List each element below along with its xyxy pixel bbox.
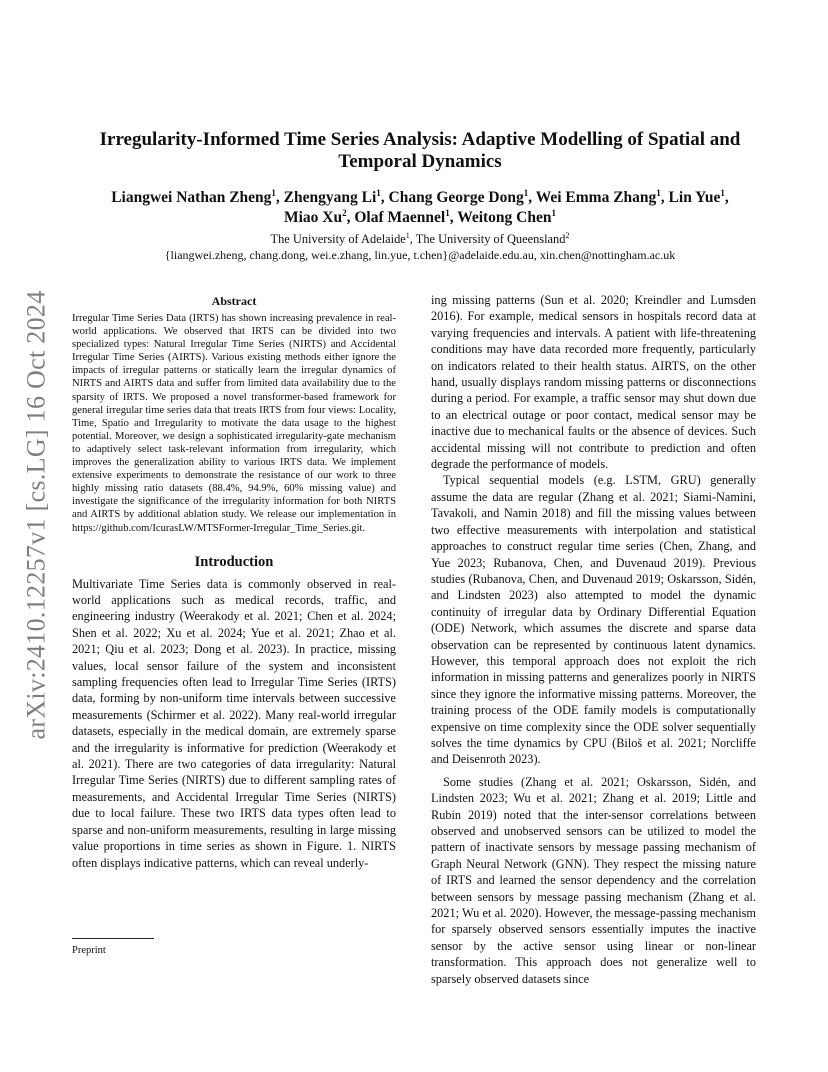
introduction-paragraph-1-continued: ing missing patterns (Sun et al. 2020; Kreindler and Lumsden 2016). For example, medical sensors in hospitals record data at varying frequencies and intervals. A patient with life-threatening conditions may have data recorded more frequently, particularly on indicators related to their health status. AIRTS, on the other hand, usually displays random missing patterns or disconnections during a period. For example, a traffic sensor may shut down due to an electrical outage or poor contact, medical sensor may be inactive due to mechanical faults or the absence of devices. Such accidental missing will not contribute to prediction and often degrade the performance of models. [431, 293, 756, 472]
abstract-body [72, 312, 396, 535]
author-name: Chang George Dong [388, 189, 524, 206]
author-affiliation-mark: 1 [551, 207, 556, 218]
author-separator: , [346, 209, 355, 226]
author-separator: , [660, 189, 669, 206]
right-column [431, 292, 756, 987]
affiliation-mark: 2 [565, 230, 570, 240]
affiliation-adelaide: The University of Adelaide [270, 232, 406, 246]
affiliation-queensland: , The University of Queensland [409, 232, 566, 246]
author-affiliation-mark: 1 [271, 187, 276, 198]
abstract-heading: Abstract [211, 294, 257, 308]
introduction-body-right [431, 292, 756, 987]
author-line-1 [80, 188, 760, 208]
author-line-2 [80, 208, 760, 228]
author-name: Miao Xu [283, 209, 343, 226]
introduction-paragraph-3: Some studies (Zhang et al. 2021; Oskarsson, Sidén, and Lindsten 2023; Wu et al. 2021; Zhang et al. 2019; Little and Rubin 2019) noted that the inter-sensor correlations between observed and unobserved sensors can be utilized to model the pattern of inactivate sensors by message passing mechanism of Graph Neural Network (GNN). They respect the missing nature of IRTS and learned the sensor dependency and the correlation between sensors by message passing mechanism (Zhang et al. 2021; Wu et al. 2020). However, the message-passing mechanism for sparsely observed sensors essentially imputes the inactive sensor by the active sensor using linear or non-linear transformation. This approach does not generalize well to sparsely observed datasets since [431, 774, 756, 986]
author-separator: , [275, 189, 284, 206]
author-affiliation-mark: 1 [656, 187, 661, 198]
left-column [72, 292, 396, 871]
author-name: Liangwei Nathan Zheng [111, 189, 272, 206]
paper-title: Irregularity-Informed Time Series Analysis: Adaptive Modelling of Spatial and Temporal Dynamics [99, 129, 741, 172]
introduction-paragraph-2: Typical sequential models (e.g. LSTM, GRU) generally assume the data are regular (Zhang et al. 2021; Siami-Namini, Tavakoli, and Namin 2018) and fill the missing values between two effective measurements with interpolation and statistical approaches to construct regular time series (Chen, Zhang, and Yue 2023; Rubanova, Chen, and Duvenaud 2019). Previous studies (Rubanova, Chen, and Duvenaud 2019; Oskarsson, Sidén, and Lindsten 2023) also attempted to model the dynamic continuity of irregular data by Ordinary Differential Equation (ODE) Network, which assumes the discrete and sparse data observation can be represented by continuous latent dynamics. However, this temporal approach does not exploit the rich information in missing patterns and generalizes poorly in NIRTS since they ignore the informative missing patterns. Moreover, the training process of the ODE family models is computationally expensive on time complexity since the ODE solver sequentially solves the time dynamics by CPU (Biloš et al. 2021; Norcliffe and Deisenroth 2023). [431, 473, 756, 767]
arxiv-identifier [14, 280, 58, 750]
author-name: Wei Emma Zhang [535, 189, 657, 206]
affiliation-mark: 1 [405, 230, 410, 240]
arxiv-identifier-text: arXiv:2410.12257v1 [cs.LG] 16 Oct 2024 [21, 290, 50, 740]
author-affiliation-mark: 1 [445, 207, 450, 218]
introduction-body-left [72, 576, 396, 871]
affiliations [80, 231, 760, 247]
author-name: Zhengyang Li [283, 189, 377, 206]
footnote-divider [72, 938, 154, 939]
author-separator: , [380, 189, 389, 206]
author-affiliation-mark: 1 [720, 187, 725, 198]
author-name: Olaf Maennel [354, 209, 446, 226]
author-name: Weitong Chen [457, 209, 552, 226]
author-emails: {liangwei.zheng, chang.dong, wei.e.zhang, lin.yue, t.chen}@adelaide.edu.au, xin.chen@nottingham.ac.uk [164, 248, 676, 262]
author-list [80, 188, 760, 228]
author-separator: , [724, 189, 729, 206]
footnote-preprint: Preprint [72, 945, 106, 956]
author-separator: , [528, 189, 536, 206]
author-separator: , [449, 209, 458, 226]
author-affiliation-mark: 1 [523, 187, 529, 198]
abstract-text: Irregular Time Series Data (IRTS) has shown increasing prevalence in real-world applications. We observed that IRTS can be divided into two specialized types: Natural Irregular Time Series (NIRTS) and Accidental Irregular Time Series (AIRTS). Various existing methods either ignore the impacts of irregular patterns or statically learn the irregular dynamics of NIRTS and AIRTS data and suffer from limited data availability due to the sparsity of IRTS. We proposed a novel transformer-based framework for general irregular time series data that treats IRTS from four views: Locality, Time, Spatio and Irregularity to motivate the data usage to the highest potential. Moreover, we design a sophisticated irregularity-gate mechanism to adaptively select task-relevant information from irregularity, which improves the generalization ability to various IRTS data. We implement extensive experiments to demonstrate the resistance of our work to three highly missing ratio datasets (88.4%, 94.9%, 60% missing value) and investigate the significance of the irregularity information for both NIRTS and AIRTS by additional ablation study. We release our implementation in https://github.com/IcurasLW/MTSFormer-Irregular_Time_Series.git. [72, 313, 396, 534]
author-affiliation-mark: 1 [376, 187, 381, 198]
introduction-heading: Introduction [194, 553, 274, 570]
introduction-paragraph-1-start: Multivariate Time Series data is commonly observed in real-world applications such as medical records, traffic, and engineering industry (Weerakody et al. 2021; Chen et al. 2024; Shen et al. 2022; Xu et al. 2024; Yue et al. 2021; Zhao et al. 2021; Qiu et al. 2023; Dong et al. 2023). In practice, missing values, local sensor failure of the system and inconsistent sampling frequencies often lead to Irregular Time Series (IRTS) data, forming by non-uniform time intervals between successive measurements (Schirmer et al. 2022). Many real-world irregular datasets, especially in the medical domain, are extremely sparse and the irregularity is informative for prediction (Weerakody et al. 2021). There are two categories of data irregularity: Natural Irregular Time Series (NIRTS) due to different sampling rates of measurements, and Accidental Irregular Time Series (NIRTS) due to local failure. These two IRTS data types often lead to sparse and non-uniform measurements, resulting in large missing value proportions in time series as shown in Figure. 1. NIRTS often displays indicative patterns, which can reveal underly- [72, 576, 396, 870]
author-affiliation-mark: 2 [342, 207, 347, 218]
author-name: Lin Yue [668, 189, 721, 206]
